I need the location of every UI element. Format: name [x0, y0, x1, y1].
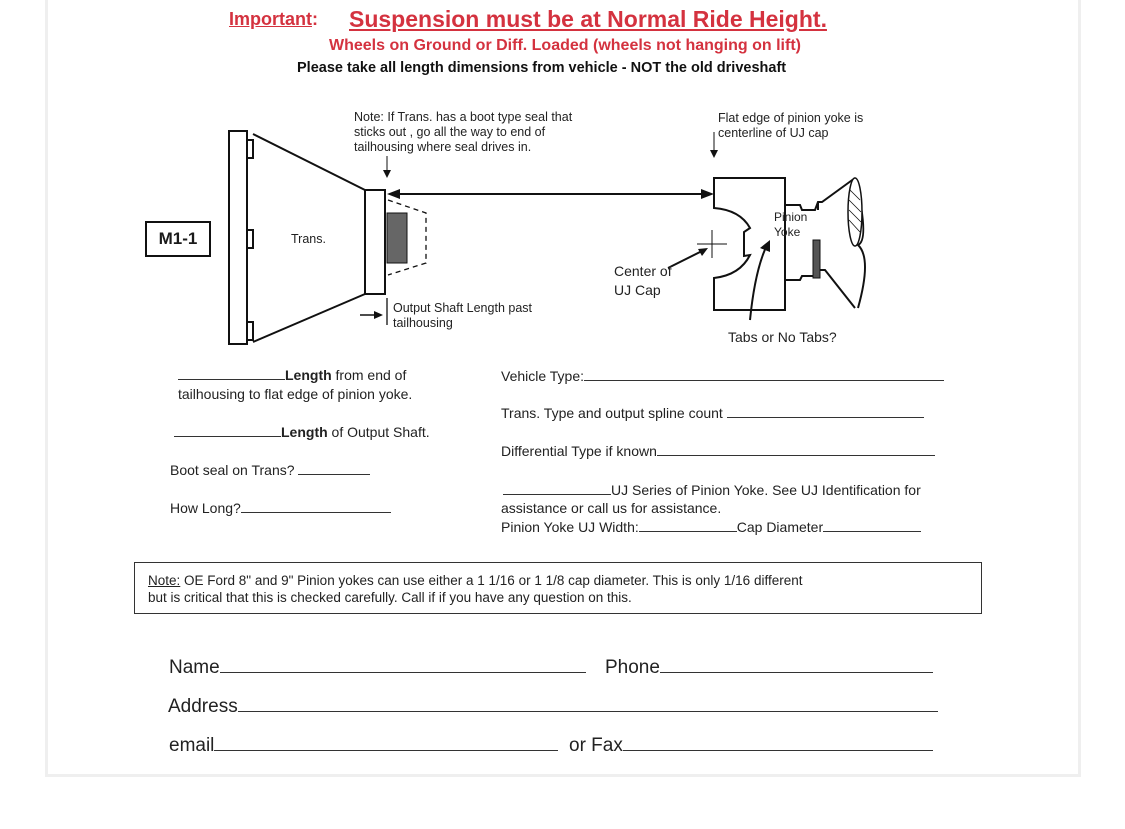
model-label: M1-1: [145, 221, 211, 257]
phone-field[interactable]: Phone: [605, 656, 933, 679]
email-field[interactable]: email: [169, 734, 558, 757]
boot-seal-field[interactable]: Boot seal on Trans?: [170, 462, 370, 478]
fax-field[interactable]: or Fax: [569, 734, 933, 757]
important-label: Important:: [229, 9, 318, 29]
flat-edge-note: Flat edge of pinion yoke is centerline of UJ cap: [718, 111, 864, 140]
length-field-desc: tailhousing to flat edge of pinion yoke.: [178, 386, 413, 402]
pinion-yoke-label: Pinion Yoke: [774, 210, 808, 239]
trans-label: Trans.: [291, 232, 326, 246]
note-text: Note: OE Ford 8" and 9" Pinion yokes can use either a 1 1/16 or 1 1/8 cap diameter. This is only 1/16 different but is critical that this is checked carefully. Call if if you have any question on this.: [148, 573, 803, 605]
uj-series-desc: assistance or call us for assistance.: [501, 500, 722, 516]
vehicle-type-field[interactable]: Vehicle Type:: [501, 368, 944, 384]
trans-type-field[interactable]: Trans. Type and output spline count: [501, 405, 924, 421]
note-box: [134, 562, 982, 614]
trans-flange: [229, 131, 247, 344]
uj-series-field[interactable]: UJ Series of Pinion Yoke. See UJ Identification for: [503, 482, 921, 498]
tailhousing: [365, 190, 385, 294]
instruction: Please take all length dimensions from vehicle - NOT the old driveshaft: [297, 60, 787, 76]
center-uj-label: Center of UJ Cap: [614, 263, 672, 298]
name-field[interactable]: Name: [169, 656, 586, 679]
output-shaft-label: Output Shaft Length past tailhousing: [393, 301, 532, 330]
tabs-label: Tabs or No Tabs?: [728, 329, 837, 345]
page-title: Suspension must be at Normal Ride Height.: [349, 6, 827, 32]
output-shaft-field[interactable]: Length of Output Shaft.: [174, 424, 430, 440]
boot-note: Note: If Trans. has a boot type seal that sticks out , go all the way to end of tailhousing where seal drives in.: [354, 110, 573, 154]
diff-type-field[interactable]: Differential Type if known: [501, 443, 935, 459]
subtitle: Wheels on Ground or Diff. Loaded (wheels not hanging on lift): [329, 37, 801, 54]
how-long-field[interactable]: How Long?: [170, 500, 391, 516]
length-field[interactable]: Length from end of: [178, 367, 406, 383]
yoke-width-field[interactable]: Pinion Yoke UJ Width: Cap Diameter: [501, 519, 921, 535]
address-field[interactable]: Address: [168, 695, 938, 718]
